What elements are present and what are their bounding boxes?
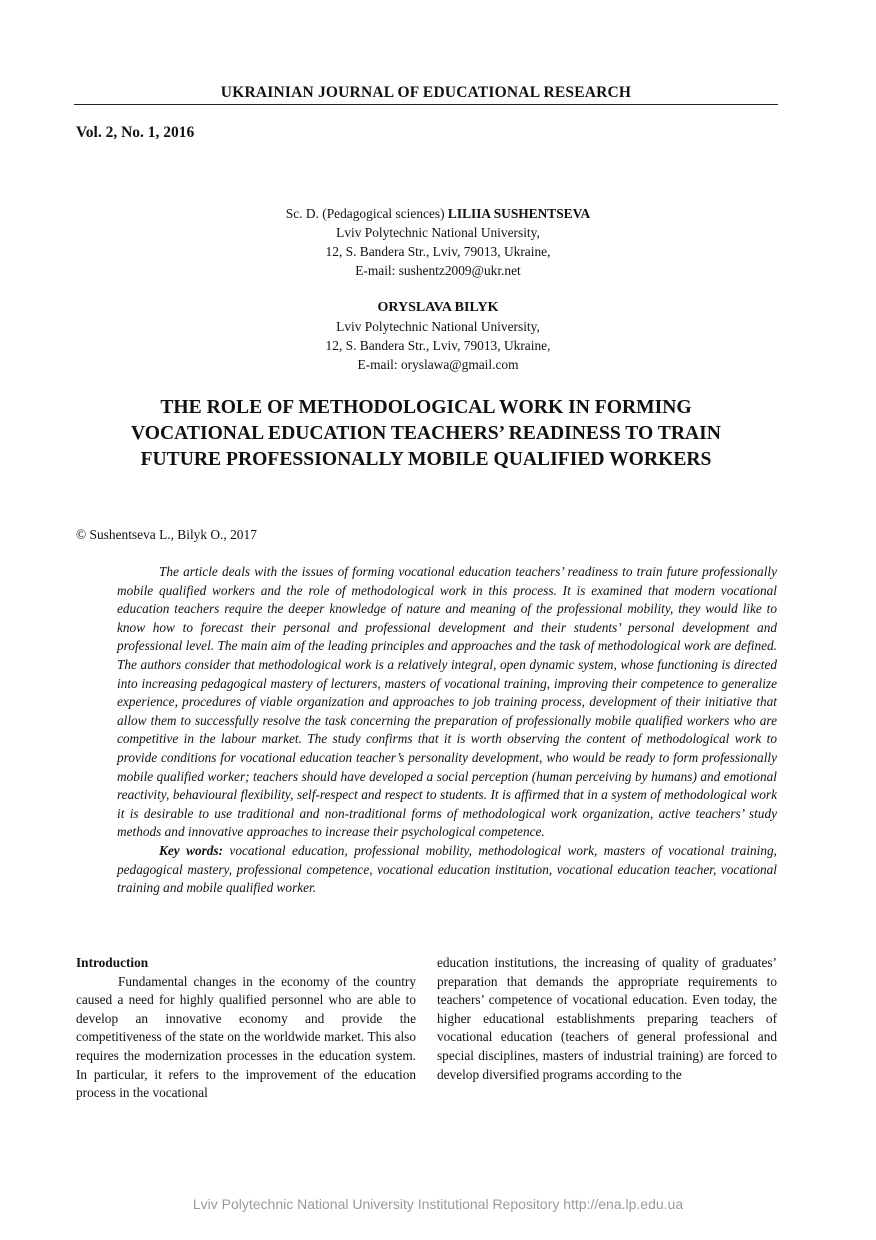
repository-footer: Lviv Polytechnic National University Institutional Repository http://ena.lp.edu.ua (192, 1196, 684, 1212)
title-line: THE ROLE OF METHODOLOGICAL WORK IN FORMING (160, 397, 692, 418)
author-2-address: 12, S. Bandera Str., Lviv, 79013, Ukraine, (325, 338, 551, 353)
author-block-1 (0, 204, 876, 280)
author-1-address: 12, S. Bandera Str., Lviv, 79013, Ukraine, (325, 244, 551, 259)
title-line: VOCATIONAL EDUCATION TEACHERS’ READINESS TO TRAIN (131, 423, 721, 444)
title-line: FUTURE PROFESSIONALLY MOBILE QUALIFIED WORKERS (140, 449, 712, 470)
author-block-2 (0, 298, 876, 374)
author-1-affiliation: Lviv Polytechnic National University, (336, 225, 540, 240)
article-title (74, 395, 778, 473)
author-2-affiliation: Lviv Polytechnic National University, (336, 319, 540, 334)
author-1-heading (0, 204, 876, 223)
author-2-email: E-mail: oryslawa@gmail.com (357, 357, 519, 372)
left-column-text: Fundamental changes in the economy of the country caused a need for highly qualified personnel who are able to develop an innovative economy and provide the competitiveness of the state on the worldwide market. This also requires the modernization processes in the education system. In particular, it refers to the improvement of the education process in the vocational (76, 973, 416, 1101)
keywords-list: vocational education, professional mobility, methodological work, masters of vocational training, pedagogical mastery, professional competence, vocational education institution, vocational education teacher, vocational training and mobile qualified worker. (117, 842, 777, 896)
abstract-text: The article deals with the issues of forming vocational education teachers’ readiness to train future professionally mobile qualified workers and the role of methodological work in this process. It is examined that modern vocational education teachers require the deeper knowledge of nature and meaning of the professional mobility, they would like to know how to forecast their personal and professional development and their students’ personal development and professional level. The main aim of the leading principles and approaches and the task of methodological work are defined. The authors consider that methodological work is a relatively integral, open dynamic system, whose functioning is directed into increasing pedagogical mastery of lecturers, masters of vocational training, improving their competence to generalize experience, procedures of viable organization and approaches to job training process, development of their initiative that allow them to successfully resolve the task concerning the preparation of professionally mobile qualified workers who are competitive in the labour market. The study confirms that it is worth observing the content of methodological work to provide conditions for vocational education teacher’s personality development, who would be ready to form professionally mobile qualified worker; teachers should have developed a social perception (human perceiving by humans) and emotional reactivity, behavioural flexibility, self-respect and respect to students. It is affirmed that in a system of methodological work it is desirable to use traditional and non-traditional forms of methodological work organization, active teachers’ study methods and innovative approaches to increase their psychological competence. (117, 564, 777, 840)
journal-title: UKRAINIAN JOURNAL OF EDUCATIONAL RESEARCH (220, 84, 632, 101)
right-column-text: education institutions, the increasing of quality of graduates’ preparation that demands the appropriate requirements to teachers’ competence of vocational education. Even today, the higher educational establishments preparing teachers of vocational education (teachers of general professional and special disciplines, masters of industrial training) are forced to develop diversified programs according to the (437, 955, 777, 1082)
keywords-label: Key words: (159, 842, 224, 858)
author-1-degree: Sc. D. (Pedagogical sciences) (285, 206, 448, 221)
author-1-email: E-mail: sushentz2009@ukr.net (355, 263, 521, 278)
abstract (117, 563, 777, 898)
header-rule (74, 104, 778, 105)
section-heading-introduction: Introduction (76, 955, 149, 970)
copyright-notice: © Sushentseva L., Bilyk O., 2017 (76, 527, 257, 542)
left-column (76, 954, 416, 1103)
volume-issue: Vol. 2, No. 1, 2016 (76, 124, 195, 141)
author-1-name: LILIIA SUSHENTSEVA (447, 206, 591, 221)
right-column (437, 954, 777, 1084)
author-2-name: ORYSLAVA BILYK (377, 300, 499, 315)
keywords-paragraph (117, 842, 777, 898)
